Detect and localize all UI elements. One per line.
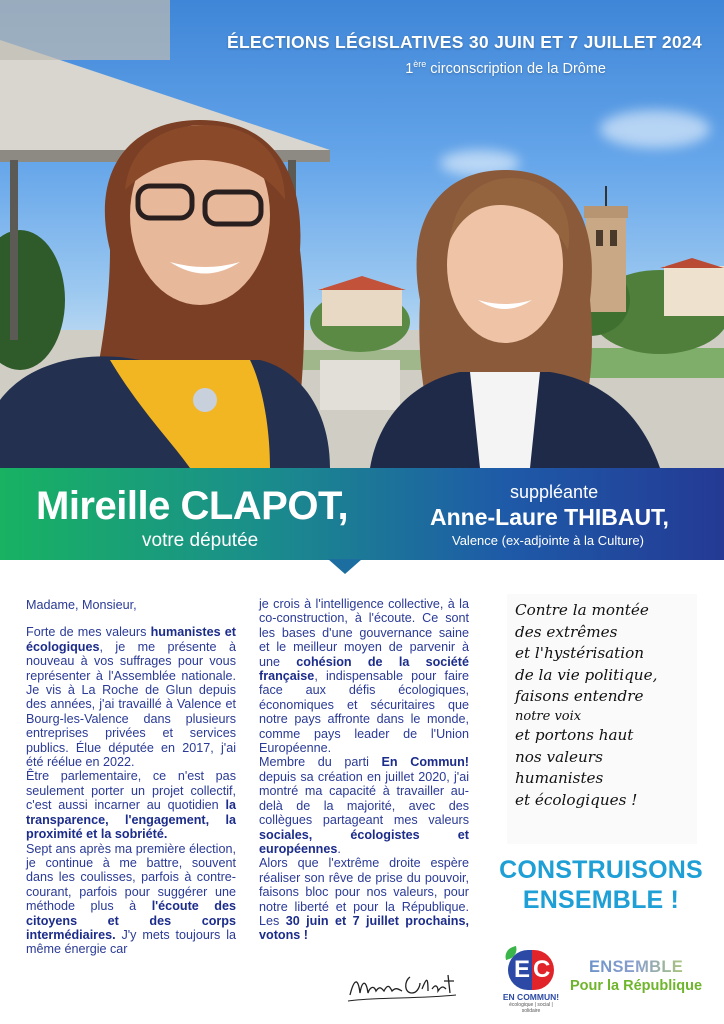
handwritten-note: Contre la montée des extrêmes et l'hystérisation de la vie politique, faisons entendre notre voix et portons haut nos valeurs humanistes et écologiques ! [515, 601, 658, 809]
substitute-info: Valence (ex-adjointe à la Culture) [452, 533, 644, 548]
substitute-label: suppléante [510, 482, 599, 502]
letter-greeting: Madame, Monsieur, [26, 598, 137, 612]
constituency: 1ère circonscription de la Drôme [405, 59, 606, 77]
letter-paragraph: Sept ans après ma première élection, je continue à me battre, souvent dans les coulisses, parfois à contre-courant, parfois pour suggérer une méthode plus à l'écoute des citoyens et des corps intermédiaires. J'y mets toujours la même énergie car [26, 841, 236, 957]
letter-column-2 [259, 597, 469, 943]
candidate-name: Mireille CLAPOT, [36, 484, 349, 528]
band-pointer [328, 559, 362, 574]
election-title: ÉLECTIONS LÉGISLATIVES 30 JUIN ET 7 JUILLET 2024 [226, 32, 702, 52]
letter-paragraph: Forte de mes valeurs humanistes et écologiques, je me présente à nouveau à vos suffrages pour vous représenter à l'Assemblée nationale. Je vis à La Roche de Glun depuis des années, j'ai travaillé à Valence et Bourg-les-Valence dans plusieurs entreprises privées et services publics. Élue députée en 2017, j'ai été réélue en 2022. [26, 625, 236, 770]
letter-paragraph: je crois à l'intelligence collective, à la co-construction, à l'écoute. Ce sont les bases d'une gouvernance saine et le meilleur moyen de parvenir à une cohésion de la société française, indispensable pour faire face aux défis écologiques, économiques et sécuritaires que notre pays affronte dans le monde, comme pays leader de l'Union Européenne. [259, 597, 469, 756]
candidate-name-band [0, 468, 724, 560]
campaign-slogan: CONSTRUISONS ENSEMBLE ! [499, 856, 703, 914]
en-commun-logo: E C EN COMMUN! écologique | social | solidaire [500, 948, 562, 1010]
letter-paragraph: Alors que l'extrême droite espère réaliser son rêve de prise du pouvoir, faisons bloc pour nos valeurs, pour notre liberté et pour la République. Les 30 juin et 7 juillet prochains, votons ! [259, 856, 469, 943]
signature [346, 965, 458, 1005]
letter-paragraph: Membre du parti En Commun! depuis sa création en juillet 2020, j'ai montré ma capacité à travailler au-delà de la majorité, avec des collègues partageant mes valeurs sociales, écologistes et européennes. [259, 755, 469, 856]
ensemble-logo: ENSEMBLE Pour la République [569, 958, 703, 994]
candidate-role: votre députée [142, 530, 259, 551]
letter-paragraph: Être parlementaire, ce n'est pas seulement porter un projet collectif, c'est aussi incarner au quotidien la transparence, l'engagement, la proximité et la sobriété. [26, 769, 236, 842]
substitute-name: Anne-Laure THIBAUT, [430, 504, 669, 530]
election-header [227, 32, 702, 77]
letter-column-1 [26, 598, 236, 957]
candidates-photo [0, 0, 724, 468]
